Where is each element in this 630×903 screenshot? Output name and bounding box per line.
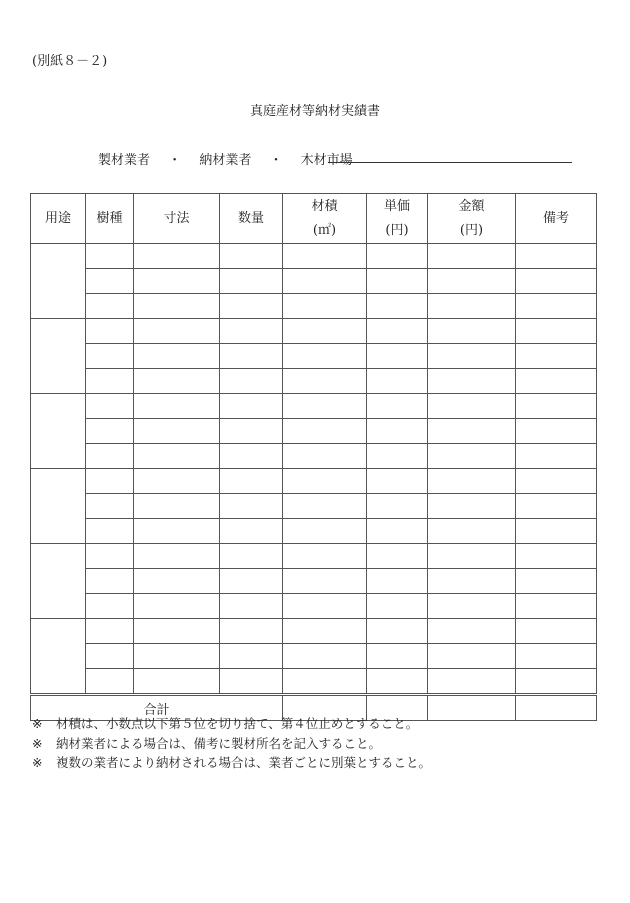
table-row bbox=[31, 394, 597, 419]
vendor-name-field[interactable] bbox=[328, 162, 572, 163]
table-cell[interactable] bbox=[283, 294, 367, 319]
table-cell[interactable] bbox=[86, 369, 134, 394]
vendor-type-options bbox=[98, 149, 367, 168]
table-cell[interactable] bbox=[220, 369, 283, 394]
table-cell[interactable] bbox=[428, 344, 516, 369]
table-cell[interactable] bbox=[516, 394, 597, 419]
table-row bbox=[31, 294, 597, 319]
table-cell[interactable] bbox=[86, 544, 134, 569]
table-cell[interactable] bbox=[134, 544, 220, 569]
table-row bbox=[31, 569, 597, 594]
note-mark: ※ bbox=[32, 736, 43, 751]
table-cell[interactable] bbox=[516, 469, 597, 494]
table-cell[interactable] bbox=[428, 244, 516, 269]
column-header bbox=[428, 194, 516, 244]
table-row bbox=[31, 669, 597, 695]
table-cell[interactable] bbox=[134, 469, 220, 494]
usage-cell[interactable] bbox=[31, 394, 86, 469]
table-cell[interactable] bbox=[516, 419, 597, 444]
column-header bbox=[367, 194, 428, 244]
table-cell[interactable] bbox=[516, 294, 597, 319]
table-cell[interactable] bbox=[367, 294, 428, 319]
table-cell[interactable] bbox=[516, 244, 597, 269]
separator-dot: ・ bbox=[168, 153, 182, 168]
column-header-unit: (円) bbox=[385, 222, 409, 238]
table-cell[interactable] bbox=[367, 594, 428, 619]
table-cell[interactable] bbox=[86, 394, 134, 419]
table-cell[interactable] bbox=[86, 419, 134, 444]
table-cell[interactable] bbox=[516, 519, 597, 544]
table-cell[interactable] bbox=[86, 644, 134, 669]
table-cell[interactable] bbox=[516, 569, 597, 594]
total-label: 合計 bbox=[31, 695, 283, 721]
note-1 bbox=[32, 714, 418, 732]
table-cell[interactable] bbox=[134, 444, 220, 469]
table-cell[interactable] bbox=[367, 669, 428, 695]
table-cell[interactable] bbox=[367, 569, 428, 594]
table-cell[interactable] bbox=[367, 644, 428, 669]
table-cell[interactable] bbox=[134, 344, 220, 369]
table-cell[interactable] bbox=[283, 669, 367, 695]
table-cell[interactable] bbox=[134, 394, 220, 419]
table-cell[interactable] bbox=[428, 444, 516, 469]
table-cell[interactable] bbox=[134, 619, 220, 644]
table-cell[interactable] bbox=[428, 519, 516, 544]
table-cell[interactable] bbox=[428, 469, 516, 494]
table-cell[interactable] bbox=[516, 544, 597, 569]
table-cell[interactable] bbox=[86, 569, 134, 594]
table-cell[interactable] bbox=[220, 444, 283, 469]
table-cell[interactable] bbox=[134, 244, 220, 269]
table-cell[interactable] bbox=[134, 644, 220, 669]
table-cell[interactable] bbox=[220, 544, 283, 569]
table-cell[interactable] bbox=[86, 594, 134, 619]
table-cell[interactable] bbox=[516, 269, 597, 294]
usage-cell[interactable] bbox=[31, 244, 86, 319]
table-cell[interactable] bbox=[283, 619, 367, 644]
table-cell[interactable] bbox=[428, 569, 516, 594]
column-header-label: 単価 bbox=[383, 198, 410, 214]
total-cell[interactable] bbox=[428, 695, 516, 721]
table-cell[interactable] bbox=[220, 394, 283, 419]
column-header bbox=[86, 194, 134, 244]
column-header-label: 樹種 bbox=[96, 210, 123, 226]
table-cell[interactable] bbox=[367, 319, 428, 344]
table-cell[interactable] bbox=[86, 294, 134, 319]
table-cell[interactable] bbox=[86, 344, 134, 369]
table-cell[interactable] bbox=[428, 294, 516, 319]
table-cell[interactable] bbox=[134, 369, 220, 394]
column-header-label: 数量 bbox=[237, 210, 264, 226]
table-cell[interactable] bbox=[134, 569, 220, 594]
column-header-unit: (円) bbox=[459, 222, 484, 238]
table-cell[interactable] bbox=[428, 394, 516, 419]
column-header bbox=[516, 194, 597, 244]
note-3 bbox=[32, 753, 431, 771]
table-cell[interactable] bbox=[367, 369, 428, 394]
table-cell[interactable] bbox=[516, 494, 597, 519]
delivery-record-table bbox=[30, 193, 597, 721]
table-cell[interactable] bbox=[367, 519, 428, 544]
table-cell[interactable] bbox=[86, 619, 134, 644]
table-row bbox=[31, 519, 597, 544]
table-cell[interactable] bbox=[86, 469, 134, 494]
column-header-label: 金額 bbox=[458, 198, 485, 214]
table-cell[interactable] bbox=[516, 344, 597, 369]
table-cell[interactable] bbox=[283, 369, 367, 394]
table-cell[interactable] bbox=[283, 519, 367, 544]
table-cell[interactable] bbox=[220, 294, 283, 319]
table-cell[interactable] bbox=[367, 619, 428, 644]
table-cell[interactable] bbox=[428, 419, 516, 444]
table-cell[interactable] bbox=[220, 644, 283, 669]
table-cell[interactable] bbox=[220, 469, 283, 494]
table-cell[interactable] bbox=[428, 644, 516, 669]
column-header-label: 備考 bbox=[542, 210, 569, 226]
usage-cell[interactable] bbox=[31, 469, 86, 544]
table-cell[interactable] bbox=[134, 269, 220, 294]
table-cell[interactable] bbox=[220, 569, 283, 594]
table-row bbox=[31, 494, 597, 519]
table-cell[interactable] bbox=[220, 419, 283, 444]
table-cell[interactable] bbox=[134, 419, 220, 444]
table-cell[interactable] bbox=[283, 494, 367, 519]
table-cell[interactable] bbox=[283, 269, 367, 294]
table-row bbox=[31, 644, 597, 669]
table-cell[interactable] bbox=[134, 669, 220, 695]
note-mark: ※ bbox=[32, 716, 43, 731]
table-cell[interactable] bbox=[86, 244, 134, 269]
column-header-label: 材積 bbox=[311, 198, 338, 214]
table-cell[interactable] bbox=[86, 519, 134, 544]
table-cell[interactable] bbox=[516, 669, 597, 695]
table-cell[interactable] bbox=[220, 619, 283, 644]
table-cell[interactable] bbox=[134, 594, 220, 619]
table-cell[interactable] bbox=[367, 494, 428, 519]
table-cell[interactable] bbox=[428, 669, 516, 695]
table-cell[interactable] bbox=[86, 319, 134, 344]
table-cell[interactable] bbox=[428, 594, 516, 619]
table-cell[interactable] bbox=[283, 544, 367, 569]
table-cell[interactable] bbox=[220, 519, 283, 544]
table-cell[interactable] bbox=[516, 369, 597, 394]
table-cell[interactable] bbox=[134, 319, 220, 344]
table-cell[interactable] bbox=[367, 469, 428, 494]
table-row bbox=[31, 344, 597, 369]
usage-cell[interactable] bbox=[31, 619, 86, 695]
table-cell[interactable] bbox=[220, 669, 283, 695]
table-cell[interactable] bbox=[367, 244, 428, 269]
note-text: 複数の業者により納材される場合は、業者ごとに別葉とすること。 bbox=[56, 755, 432, 770]
usage-cell[interactable] bbox=[31, 544, 86, 619]
table-cell[interactable] bbox=[134, 294, 220, 319]
table-row bbox=[31, 594, 597, 619]
table-cell[interactable] bbox=[367, 344, 428, 369]
table-cell[interactable] bbox=[220, 244, 283, 269]
table-cell[interactable] bbox=[428, 544, 516, 569]
table-cell[interactable] bbox=[367, 419, 428, 444]
table-cell[interactable] bbox=[367, 269, 428, 294]
vendor-type-supplier: 納材業者 bbox=[199, 153, 252, 168]
page-title: 真庭産材等納材実績書 bbox=[249, 104, 380, 119]
table-row bbox=[31, 369, 597, 394]
table-cell[interactable] bbox=[220, 344, 283, 369]
table-cell[interactable] bbox=[86, 494, 134, 519]
table-cell[interactable] bbox=[516, 594, 597, 619]
table-cell[interactable] bbox=[283, 644, 367, 669]
table-cell[interactable] bbox=[283, 244, 367, 269]
table-cell[interactable] bbox=[428, 494, 516, 519]
table-row bbox=[31, 419, 597, 444]
table-cell[interactable] bbox=[428, 619, 516, 644]
table-cell[interactable] bbox=[283, 319, 367, 344]
table-cell[interactable] bbox=[283, 419, 367, 444]
vendor-type-sawmill: 製材業者 bbox=[98, 153, 151, 168]
table-row bbox=[31, 469, 597, 494]
table-cell[interactable] bbox=[516, 319, 597, 344]
table-cell[interactable] bbox=[220, 494, 283, 519]
table-cell[interactable] bbox=[220, 269, 283, 294]
table-cell[interactable] bbox=[220, 319, 283, 344]
table-cell[interactable] bbox=[134, 519, 220, 544]
table-cell[interactable] bbox=[86, 269, 134, 294]
table-cell[interactable] bbox=[428, 319, 516, 344]
table-cell[interactable] bbox=[283, 569, 367, 594]
table-cell[interactable] bbox=[283, 594, 367, 619]
usage-cell[interactable] bbox=[31, 319, 86, 394]
attachment-reference: (別紙８－２) bbox=[32, 54, 108, 69]
table-cell[interactable] bbox=[367, 544, 428, 569]
column-header-label: 寸法 bbox=[163, 210, 190, 226]
table-cell[interactable] bbox=[134, 494, 220, 519]
note-text: 材積は、小数点以下第５位を切り捨て、第４位止めとすること。 bbox=[56, 716, 419, 731]
total-cell[interactable] bbox=[516, 695, 597, 721]
table-cell[interactable] bbox=[283, 469, 367, 494]
column-header bbox=[283, 194, 367, 244]
table-cell[interactable] bbox=[367, 394, 428, 419]
column-header bbox=[134, 194, 220, 244]
table-row bbox=[31, 444, 597, 469]
table-cell[interactable] bbox=[428, 269, 516, 294]
table-row bbox=[31, 319, 597, 344]
table-cell[interactable] bbox=[283, 444, 367, 469]
table-cell[interactable] bbox=[516, 619, 597, 644]
note-mark: ※ bbox=[32, 755, 43, 770]
table-cell[interactable] bbox=[283, 344, 367, 369]
table-row bbox=[31, 619, 597, 644]
column-header-label: 用途 bbox=[44, 210, 71, 226]
table-cell[interactable] bbox=[220, 594, 283, 619]
note-2 bbox=[32, 734, 381, 752]
table-row bbox=[31, 269, 597, 294]
column-header-unit: (㎡) bbox=[312, 222, 337, 238]
table-cell[interactable] bbox=[86, 444, 134, 469]
note-text: 納材業者による場合は、備考に製材所名を記入すること。 bbox=[56, 736, 382, 751]
table-cell[interactable] bbox=[428, 369, 516, 394]
vendor-type-market: 木材市場 bbox=[300, 153, 353, 168]
table-cell[interactable] bbox=[367, 444, 428, 469]
column-header bbox=[31, 194, 86, 244]
table-row bbox=[31, 544, 597, 569]
table-header-row bbox=[31, 194, 597, 244]
column-header bbox=[220, 194, 283, 244]
separator-dot: ・ bbox=[269, 153, 283, 168]
table-cell[interactable] bbox=[86, 669, 134, 695]
table-cell[interactable] bbox=[283, 394, 367, 419]
table-cell[interactable] bbox=[516, 444, 597, 469]
table-row bbox=[31, 244, 597, 269]
table-cell[interactable] bbox=[516, 644, 597, 669]
